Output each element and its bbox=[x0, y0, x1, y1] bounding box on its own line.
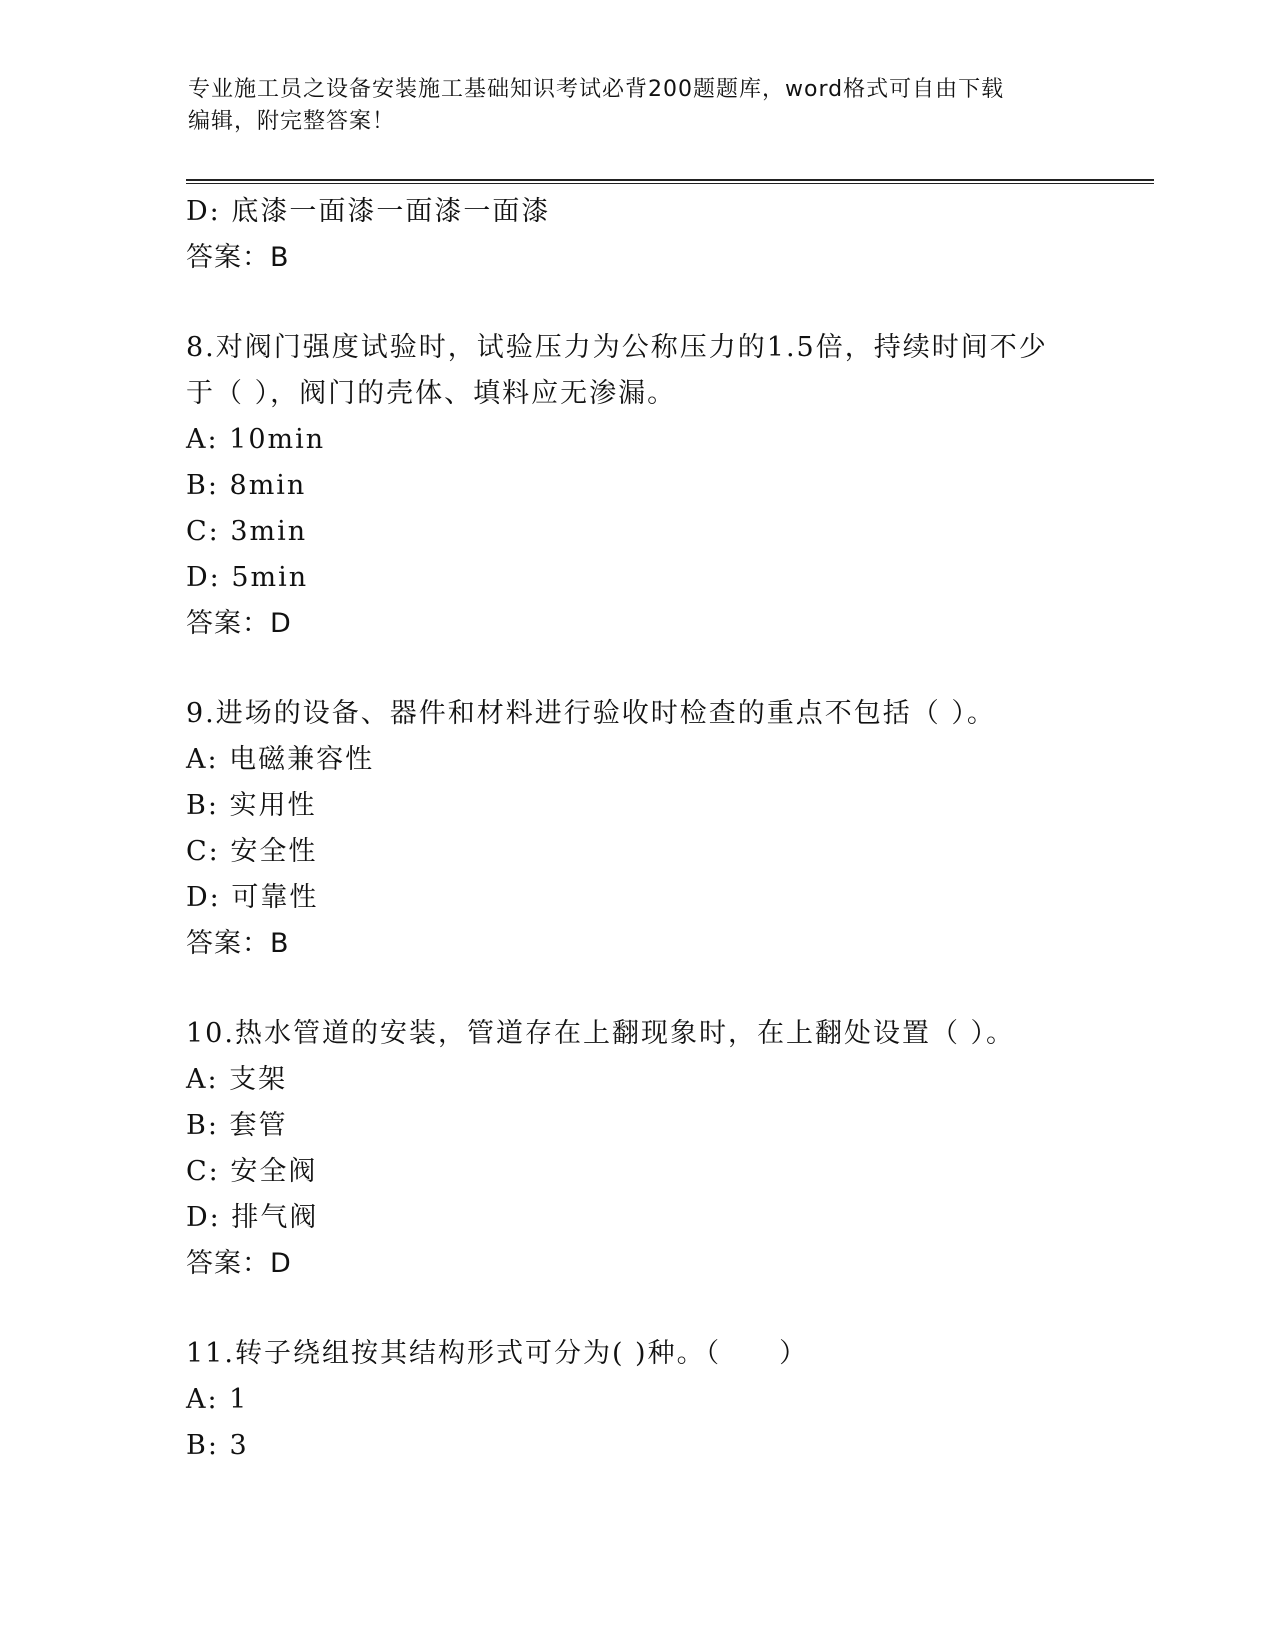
question-10 bbox=[186, 1011, 1086, 1287]
option-d: D: 排气阀 bbox=[186, 1202, 319, 1233]
option-c: C: 安全性 bbox=[186, 836, 318, 867]
answer: 答案：B bbox=[186, 928, 290, 959]
question-text-line-2: 于（ ），阀门的壳体、填料应无渗漏。 bbox=[186, 378, 677, 409]
question-7-tail bbox=[186, 189, 1086, 281]
option-a: A: 电磁兼容性 bbox=[186, 744, 375, 775]
answer: 答案：D bbox=[186, 1248, 292, 1279]
question-list bbox=[186, 189, 1086, 1469]
answer: 答案：B bbox=[186, 242, 290, 273]
answer: 答案：D bbox=[186, 608, 292, 639]
question-9 bbox=[186, 691, 1086, 967]
question-text: 10.热水管道的安装，管道存在上翻现象时，在上翻处设置（ ）。 bbox=[186, 1018, 1016, 1049]
option-c: C: 安全阀 bbox=[186, 1156, 318, 1187]
question-8 bbox=[186, 325, 1086, 647]
question-text: 9.进场的设备、器件和材料进行验收时检查的重点不包括（ ）。 bbox=[186, 698, 996, 729]
option-b: B: 套管 bbox=[186, 1110, 288, 1141]
option-b: B: 8min bbox=[186, 470, 307, 501]
option-a: A: 支架 bbox=[186, 1064, 288, 1095]
option-b: B: 实用性 bbox=[186, 790, 317, 821]
header-line-2: 编辑，附完整答案！ bbox=[188, 109, 396, 134]
option-d: D: 底漆一面漆一面漆一面漆 bbox=[186, 196, 551, 227]
option-d: D: 可靠性 bbox=[186, 882, 319, 913]
option-b: B: 3 bbox=[186, 1430, 249, 1461]
option-d: D: 5min bbox=[186, 562, 309, 593]
option-c: C: 3min bbox=[186, 516, 308, 547]
document-header bbox=[188, 74, 1068, 138]
option-a: A: 1 bbox=[186, 1384, 249, 1415]
question-text-line-1: 8.对阀门强度试验时，试验压力为公称压力的1.5倍，持续时间不少 bbox=[186, 332, 1048, 363]
option-a: A: 10min bbox=[186, 424, 326, 455]
header-line-1: 专业施工员之设备安装施工基础知识考试必背200题题库，word格式可自由下载 bbox=[188, 77, 1005, 102]
question-11 bbox=[186, 1331, 1086, 1469]
header-divider bbox=[186, 179, 1154, 184]
question-text: 11.转子绕组按其结构形式可分为( )种。（ ） bbox=[186, 1338, 809, 1369]
